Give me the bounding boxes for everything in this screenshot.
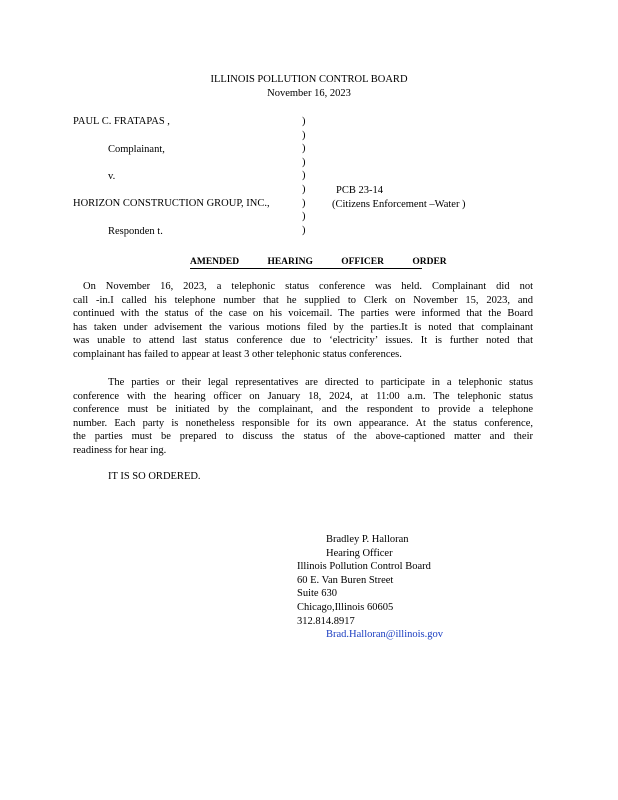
order-title: AMENDED HEARING OFFICER ORDER — [190, 256, 422, 269]
paren: ) — [302, 197, 306, 209]
case-number: PCB 23-14 — [336, 185, 383, 196]
signer-email-link[interactable]: Brad.Halloran@illinois.gov — [326, 629, 443, 641]
paren: ) — [302, 170, 306, 182]
respondent-role: Responden t. — [108, 226, 163, 237]
signer-street: 60 E. Van Buren Street — [297, 574, 394, 586]
signer-suite: Suite 630 — [297, 588, 337, 600]
caption-parentheses — [302, 115, 310, 237]
paragraph-line: conference with the hearing officer on January 18, 2024, at 11:00 a.m. The telephonic status — [73, 390, 533, 402]
paren: ) — [302, 211, 306, 223]
so-ordered: IT IS SO ORDERED. — [108, 471, 201, 482]
paragraph-line: was unable to attend last status conference due to ‘electricity’ issues. It is further noted that — [73, 335, 533, 347]
paren: ) — [302, 116, 306, 127]
signer-title: Hearing Officer — [326, 547, 393, 559]
paragraph-line: has taken under advisement the various motions filed by the parties.It is noted that complainant — [73, 321, 533, 333]
paragraph-line: The parties or their legal representatives are directed to participate in a telephonic status — [108, 377, 533, 388]
paragraph-2 — [73, 376, 533, 458]
versus-label: v. — [108, 171, 116, 182]
paragraph-line: On November 16, 2023, a telephonic status conference was held. Complainant did not — [83, 281, 533, 292]
case-type: (Citizens Enforcement –Water ) — [332, 199, 466, 210]
paren: ) — [302, 224, 306, 236]
paragraph-line: continued with the status of the case on his voicemail. The parties were informed that the Board — [73, 308, 533, 320]
signer-name: Bradley P. Halloran — [326, 534, 409, 545]
paren: ) — [302, 183, 306, 195]
paren: ) — [302, 156, 306, 168]
signature-block — [297, 533, 443, 642]
paren: ) — [302, 143, 306, 155]
respondent-name: HORIZON CONSTRUCTION GROUP, INC., — [73, 198, 270, 209]
paragraph-line: complainant has failed to appear at least 3 other telephonic status conferences. — [73, 348, 402, 360]
signer-phone: 312.814.8917 — [297, 615, 355, 627]
complainant-role: Complainant, — [108, 144, 165, 155]
paragraph-line: number. Each party is nonetheless responsible for its own appearance. At the status conference, — [73, 417, 533, 429]
paragraph-line: the parties must be prepared to discuss the status of the above-captioned matter and their — [73, 431, 533, 443]
agency-heading: ILLINOIS POLLUTION CONTROL BOARD — [210, 74, 408, 85]
document-date: November 16, 2023 — [267, 88, 351, 99]
signer-organization: Illinois Pollution Control Board — [297, 561, 431, 573]
paragraph-1 — [73, 280, 533, 362]
paragraph-line: call -in.I called his telephone number that he supplied to Clerk on November 15, 2023, and — [73, 294, 533, 306]
signer-city: Chicago,Illinois 60605 — [297, 601, 394, 613]
paragraph-line: conference must be initiated by the complainant, and the respondent to provide a telephone — [73, 404, 533, 416]
paragraph-line: readiness for hear ing. — [73, 444, 167, 456]
complainant-name: PAUL C. FRATAPAS , — [73, 116, 170, 127]
paren: ) — [302, 129, 306, 141]
